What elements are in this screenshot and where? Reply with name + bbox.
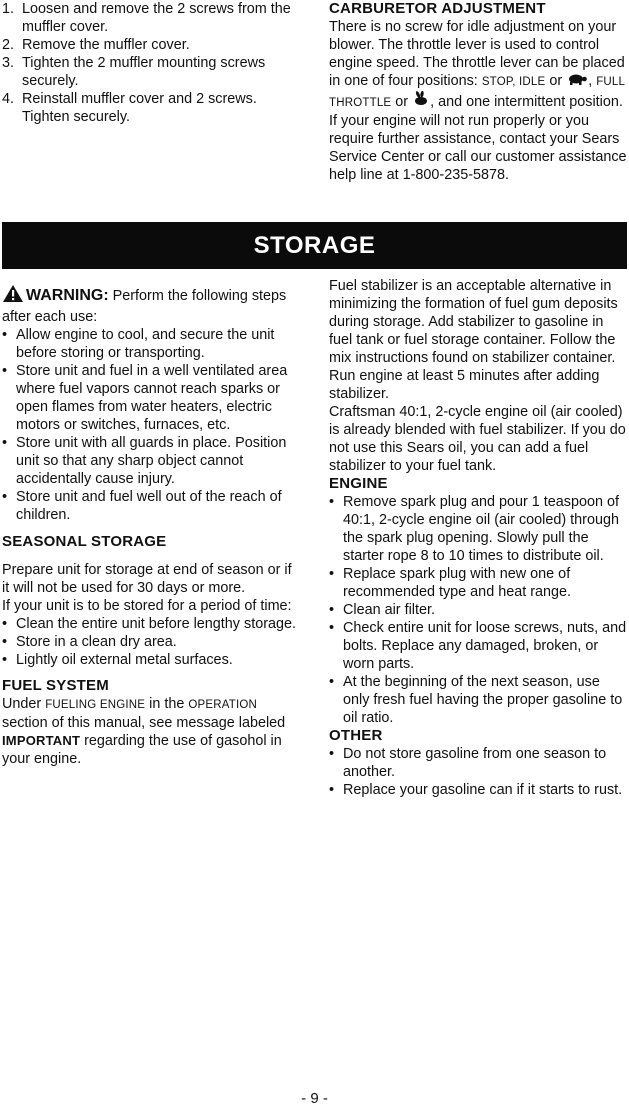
seasonal-para-2: If your unit is to be stored for a period of time: (2, 598, 292, 614)
list-item: • Store unit with all guards in place. Position unit so that any sharp object cannot accidentally cause injury. (2, 434, 302, 488)
storage-title: STORAGE (253, 231, 376, 259)
list-item: • Remove spark plug and pour 1 teaspoon of 40:1, 2-cycle engine oil (air cooled) through the spark plug opening. Slowly pull the starter rope 8 to 10 times to distribute oil. (329, 493, 627, 565)
warning-icon (2, 284, 24, 308)
page-number: - 9 - (301, 1090, 328, 1107)
carburetor-section (329, 0, 627, 184)
list-item: • At the beginning of the next season, use only fresh fuel having the proper gasoline to oil ratio. (329, 673, 627, 727)
muffler-steps (2, 0, 302, 126)
rabbit-icon (412, 94, 430, 110)
seasonal-heading: SEASONAL STORAGE (2, 533, 167, 550)
left-column (2, 284, 302, 768)
list-item: • Store in a clean dry area. (2, 633, 302, 651)
engine-heading: ENGINE (329, 475, 388, 492)
list-item: • Clean the entire unit before lengthy storage. (2, 615, 302, 633)
engine-list (329, 493, 627, 727)
seasonal-para-1: Prepare unit for storage at end of season or if it will not be used for 30 days or more. (2, 562, 292, 596)
warning-list (2, 326, 302, 524)
fuel-system-text: Under FUELING ENGINE in the OPERATION section of this manual, see message labeled IMPORTANT regarding the use of gasohol in your engine. (2, 696, 286, 767)
carburetor-text: There is no screw for idle adjustment on your blower. The throttle lever is used to control engine speed. The throttle lever can be placed in one of four positions: STOP, IDLE or , FULL THROTTLE or , and one intermittent position. If your engine will not run properly or you require further assistance, contact your Sears Service Center or call our customer assistance help line at 1-800-235-5878. (329, 19, 627, 183)
carburetor-heading: CARBURETOR ADJUSTMENT (329, 0, 546, 17)
list-item: • Replace your gasoline can if it starts to rust. (329, 781, 627, 799)
list-item: • Replace spark plug with new one of recommended type and heat range. (329, 565, 627, 601)
turtle-icon (566, 73, 588, 89)
storage-banner (2, 222, 627, 269)
step-item: 4. Reinstall muffler cover and 2 screws. Tighten securely. (2, 91, 257, 125)
list-item: • Lightly oil external metal surfaces. (2, 651, 302, 669)
list-item: • Store unit and fuel in a well ventilated area where fuel vapors cannot reach sparks or open flames from water heaters, electric motors or switches, furnaces, etc. (2, 362, 302, 434)
list-item: • Store unit and fuel well out of the reach of children. (2, 488, 302, 524)
step-item: 2. Remove the muffler cover. (2, 37, 190, 53)
list-item: • Allow engine to cool, and secure the unit before storing or transporting. (2, 326, 302, 362)
right-column (329, 277, 627, 799)
step-item: 1. Loosen and remove the 2 screws from the muffler cover. (2, 1, 291, 35)
step-item: 3. Tighten the 2 muffler mounting screws securely. (2, 55, 266, 89)
other-heading: OTHER (329, 727, 383, 744)
fuel-system-heading: FUEL SYSTEM (2, 677, 109, 694)
warning-block (2, 284, 302, 326)
list-item: • Clean air filter. (329, 601, 627, 619)
warning-label: WARNING: (26, 287, 109, 304)
list-item: • Do not store gasoline from one season to another. (329, 745, 627, 781)
other-list (329, 745, 627, 799)
list-item: • Check entire unit for loose screws, nuts, and bolts. Replace any damaged, broken, or worn parts. (329, 619, 627, 673)
warning-intro: Perform the following steps after each use: (2, 288, 287, 325)
stabilizer-para: Fuel stabilizer is an acceptable alternative in minimizing the formation of fuel gum deposits during storage. Add stabilizer to gasoline in fuel tank or fuel storage container. Follow the mix instructions found on stabilizer container. Run engine at least 5 minutes after adding stabilizer. (329, 278, 618, 402)
craftsman-oil-para: Craftsman 40:1, 2-cycle engine oil (air cooled) is already blended with fuel stabilizer. If you do not use this Sears oil, you can add a fuel stabilizer to your fuel tank. (329, 404, 626, 474)
seasonal-list (2, 615, 302, 669)
